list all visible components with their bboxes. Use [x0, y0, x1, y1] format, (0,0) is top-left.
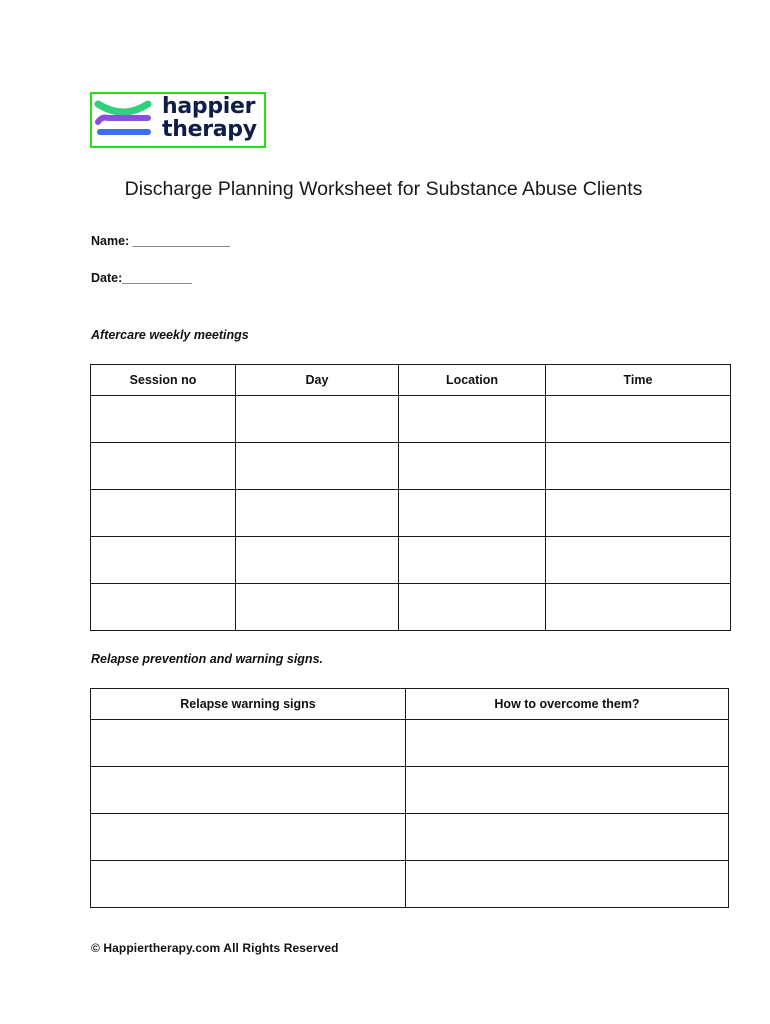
column-header-day: Day	[236, 365, 399, 396]
logo-middle-bar	[98, 118, 148, 123]
table-row	[91, 720, 729, 767]
table-cell	[546, 443, 731, 490]
table-cell	[546, 584, 731, 631]
table-row	[91, 537, 731, 584]
table-cell	[91, 443, 236, 490]
table-row	[91, 396, 731, 443]
column-header-how-to-overcome: How to overcome them?	[406, 689, 729, 720]
table-cell	[546, 537, 731, 584]
table-row	[91, 490, 731, 537]
column-header-warning-signs: Relapse warning signs	[91, 689, 406, 720]
table-cell	[236, 490, 399, 537]
table-cell	[399, 396, 546, 443]
page-title	[0, 178, 770, 201]
logo-text-happier: happier	[162, 94, 256, 119]
relapse-table	[90, 688, 729, 908]
column-header-location: Location	[399, 365, 546, 396]
table-row	[91, 767, 729, 814]
table-cell	[91, 490, 236, 537]
column-header-time: Time	[546, 365, 731, 396]
table-cell	[236, 443, 399, 490]
table-row	[91, 861, 729, 908]
table-cell	[406, 814, 729, 861]
table-cell	[91, 584, 236, 631]
table-cell	[399, 537, 546, 584]
logo-arc	[98, 104, 148, 112]
table-cell	[399, 584, 546, 631]
table-cell	[236, 584, 399, 631]
table-cell	[406, 720, 729, 767]
table-cell	[399, 443, 546, 490]
date-field: Date:__________	[91, 271, 192, 285]
logo-mark-icon	[94, 98, 158, 142]
table-row	[91, 814, 729, 861]
table-row	[91, 584, 731, 631]
logo-text-therapy: therapy	[162, 117, 257, 142]
table-row	[91, 443, 731, 490]
table-cell	[546, 396, 731, 443]
happier-therapy-logo	[90, 92, 266, 148]
table-cell	[91, 814, 406, 861]
table-cell	[546, 490, 731, 537]
page-title-text: Discharge Planning Worksheet for Substance Abuse Clients	[124, 178, 643, 200]
table-cell	[406, 767, 729, 814]
table-cell	[236, 396, 399, 443]
copyright-footer: © Happiertherapy.com All Rights Reserved	[91, 941, 339, 955]
table-cell	[236, 537, 399, 584]
name-field: Name: ______________	[91, 234, 231, 248]
table-cell	[399, 490, 546, 537]
table-cell	[91, 396, 236, 443]
relapse-header-row	[91, 689, 729, 720]
column-header-session-no: Session no	[91, 365, 236, 396]
aftercare-header-row	[91, 365, 731, 396]
aftercare-heading: Aftercare weekly meetings	[91, 328, 249, 342]
table-cell	[91, 720, 406, 767]
table-cell	[91, 537, 236, 584]
relapse-heading: Relapse prevention and warning signs.	[91, 652, 323, 666]
aftercare-table	[90, 364, 731, 631]
table-cell	[91, 767, 406, 814]
table-cell	[406, 861, 729, 908]
table-cell	[91, 861, 406, 908]
